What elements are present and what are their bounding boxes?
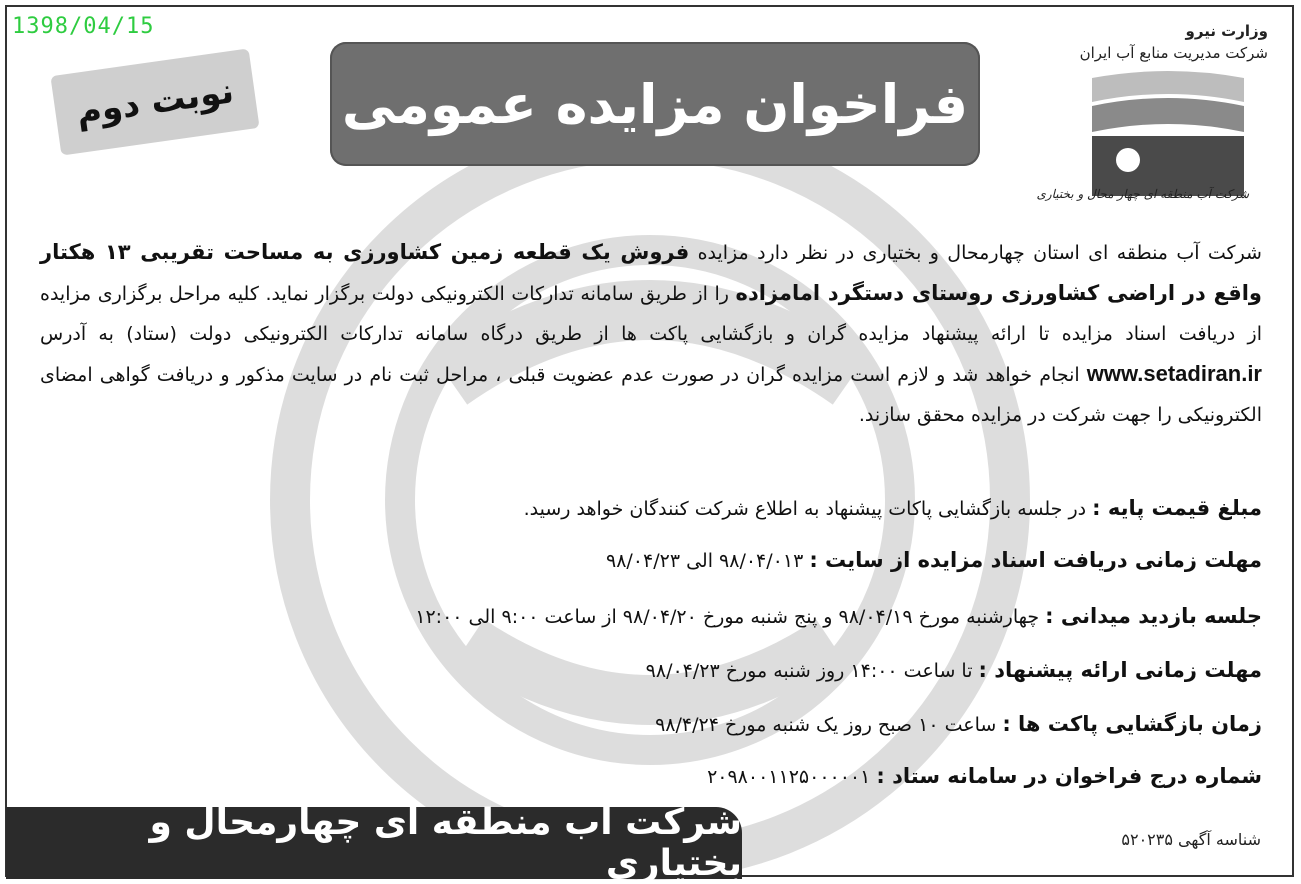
logo-caption: شرکت آب منطقه ای چهار محال و بختیاری [1036,187,1249,201]
detail-label: مهلت زمانی دریافت اسناد مزایده از سایت : [809,548,1262,572]
detail-site-visit [415,604,1262,628]
detail-value: ۹۸/۰۴/۰۱۳ الی ۹۸/۰۴/۲۳ [606,550,810,572]
detail-value: ۲۰۹۸۰۰۱۱۲۵۰۰۰۰۰۱ [707,766,877,788]
header-organization [1080,20,1268,64]
detail-base-price [524,496,1262,520]
ad-identifier: شناسه آگهی ۵۲۰۲۳۵ [1121,830,1261,849]
detail-setad-number [707,764,1262,788]
detail-label: مبلغ قیمت پایه : [1092,496,1262,520]
setad-website-link[interactable]: www.setadiran.ir [1086,361,1262,386]
announcement-body [40,232,1262,435]
body-text-intro: شرکت آب منطقه ای استان چهارمحال و بختیاری در نظر دارد مزایده [689,242,1262,264]
footer-company-name: شرکت آب منطقه ای چهارمحال و بختیاری [149,802,742,884]
issue-date: 1398/04/15 [12,14,155,39]
body-text-registration: انجام خواهد شد و لازم است مزایده گران در صورت عدم عضویت قبلی ، مراحل ثبت نام در سایت مذکور و دریافت گواهی امضای الکترونیکی را جهت شرکت در مزایده محقق سازند. [40,364,1262,426]
title-banner [330,42,980,166]
detail-document-deadline [606,548,1262,572]
detail-bid-deadline [646,658,1262,682]
second-round-badge: نوبت دوم [50,48,259,155]
detail-value: تا ساعت ۱۴:۰۰ روز شنبه مورخ ۹۸/۰۴/۲۳ [645,660,979,682]
ministry-name: وزارت نیرو [1185,22,1268,40]
detail-value: چهارشنبه مورخ ۹۸/۰۴/۱۹ و پنج شنبه مورخ ۹۸/۰۴/۲۰ از ساعت ۹:۰۰ الی ۱۲:۰۰ [415,606,1046,628]
detail-label: زمان بازگشایی پاکت ها : [1002,712,1262,736]
detail-value: ساعت ۱۰ صبح روز یک شنبه مورخ ۹۸/۴/۲۴ [655,714,1003,736]
detail-value: در جلسه بازگشایی پاکات پیشنهاد به اطلاع شرکت کنندگان خواهد رسید. [523,498,1093,520]
footer-banner [6,802,742,884]
detail-label: شماره درج فراخوان در سامانه ستاد : [876,764,1262,788]
detail-label: جلسه بازدید میدانی : [1045,604,1262,628]
page-title: فراخوان مزایده عمومی [341,72,969,136]
company-name: شرکت مدیریت منابع آب ایران [1079,44,1268,62]
company-logo [1088,68,1248,200]
detail-label: مهلت زمانی ارائه پیشنهاد : [978,658,1262,682]
body-text-process: را از طریق سامانه تدارکات الکترونیکی دولت برگزار نماید. کلیه مراحل برگزاری مزایده از دریافت اسناد مزایده تا ارائه پیشنهاد مزایده گران و بازگشایی پاکت ها از طریق درگاه سامانه تدارکات الکترونیکی دولت (ستاد) به آدرس [40,283,1262,345]
detail-opening-time [655,712,1262,736]
body-text-subject: فروش یک قطعه زمین کشاورزی به مساحت تقریبی ۱۳ هکتار واقع در اراضی کشاورزی روستای دستگرد امامزاده [40,240,1262,305]
